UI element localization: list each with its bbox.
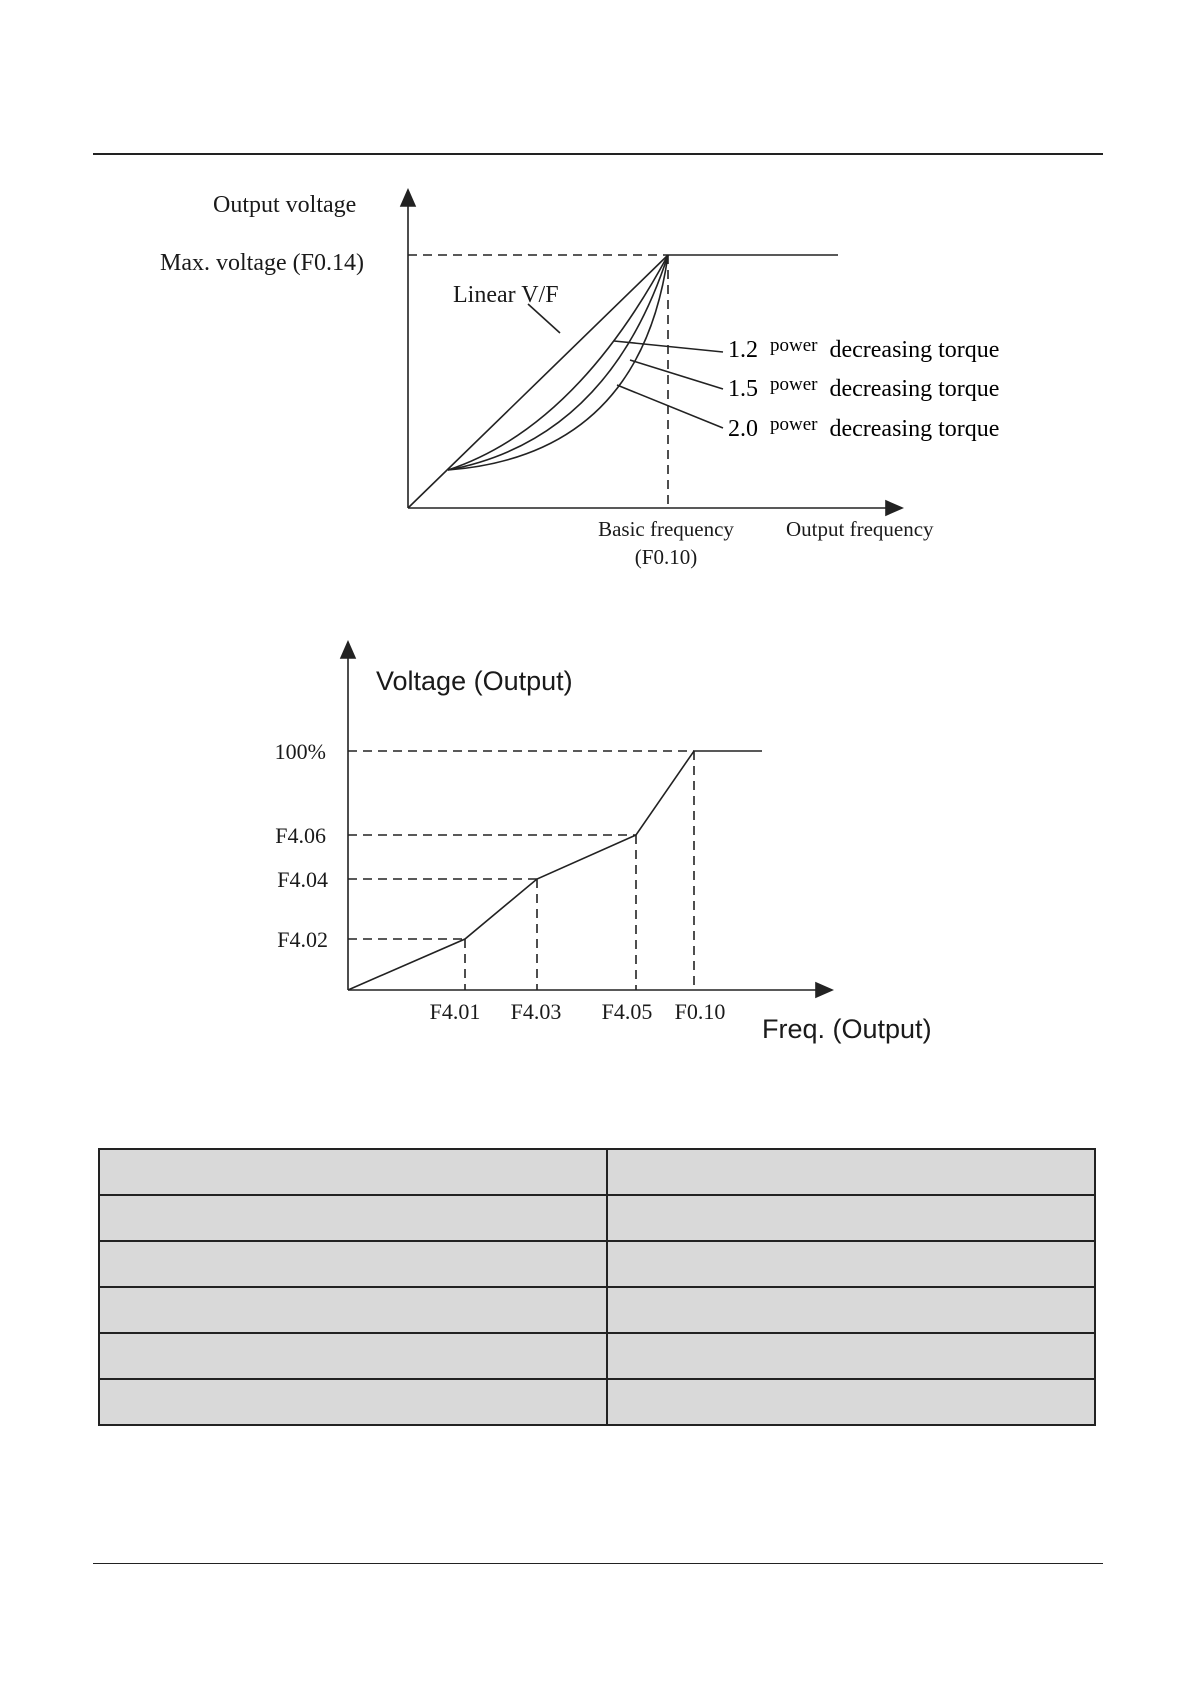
vf-curve-figure	[0, 0, 1190, 600]
table-cell	[99, 1241, 607, 1287]
multipoint-vf-figure	[0, 600, 1190, 1070]
table-cell	[99, 1149, 607, 1195]
y-tick-f4-06: F4.06	[275, 823, 326, 848]
curve-2-0-leader	[617, 385, 723, 428]
table-row	[99, 1241, 1095, 1287]
table-cell	[99, 1333, 607, 1379]
x-axis-arrow	[816, 983, 832, 997]
x-axis-arrow	[886, 501, 902, 515]
table-cell	[607, 1149, 1095, 1195]
x-tick-f4-03: F4.03	[510, 999, 562, 1024]
basic-frequency-code: (F0.10)	[634, 545, 698, 569]
curve-label-2-0: 2.0 power decreasing torque	[728, 414, 1000, 442]
linear-vf-label: Linear V/F	[453, 282, 559, 308]
basic-frequency-label: Basic frequency	[598, 517, 734, 541]
x-tick-f4-01: F4.01	[429, 999, 481, 1024]
y-axis-arrow	[341, 642, 355, 658]
table-row	[99, 1149, 1095, 1195]
max-voltage-label: Max. voltage (F0.14)	[160, 250, 364, 276]
table-row	[99, 1379, 1095, 1425]
table-row	[99, 1287, 1095, 1333]
table-row	[99, 1333, 1095, 1379]
curve-label-1-2: 1.2 power decreasing torque	[728, 335, 1000, 363]
table-cell	[607, 1379, 1095, 1425]
curve-1-5-leader	[630, 360, 723, 389]
table-cell	[607, 1287, 1095, 1333]
y-axis-label: Voltage (Output)	[376, 666, 573, 696]
x-tick-f0-10: F0.10	[674, 999, 726, 1024]
y-axis-arrow	[401, 190, 415, 206]
table-row	[99, 1195, 1095, 1241]
curve-label-1-5: 1.5 power decreasing torque	[728, 374, 1000, 402]
vf-polyline	[348, 751, 762, 990]
y-tick-f4-02: F4.02	[277, 927, 328, 952]
parameter-table	[98, 1148, 1096, 1426]
x-axis-label: Output frequency	[786, 517, 934, 541]
table-cell	[99, 1287, 607, 1333]
y-tick-100: 100%	[274, 739, 326, 764]
linear-leader	[528, 304, 560, 333]
footer-rule	[93, 1563, 1103, 1564]
table-cell	[99, 1379, 607, 1425]
table-cell	[99, 1195, 607, 1241]
x-tick-f4-05: F4.05	[601, 999, 653, 1024]
table-cell	[607, 1241, 1095, 1287]
table-cell	[607, 1195, 1095, 1241]
x-axis-label: Freq. (Output)	[762, 1014, 932, 1044]
y-axis-label: Output voltage	[213, 192, 357, 218]
table-cell	[607, 1333, 1095, 1379]
y-tick-f4-04: F4.04	[277, 867, 328, 892]
